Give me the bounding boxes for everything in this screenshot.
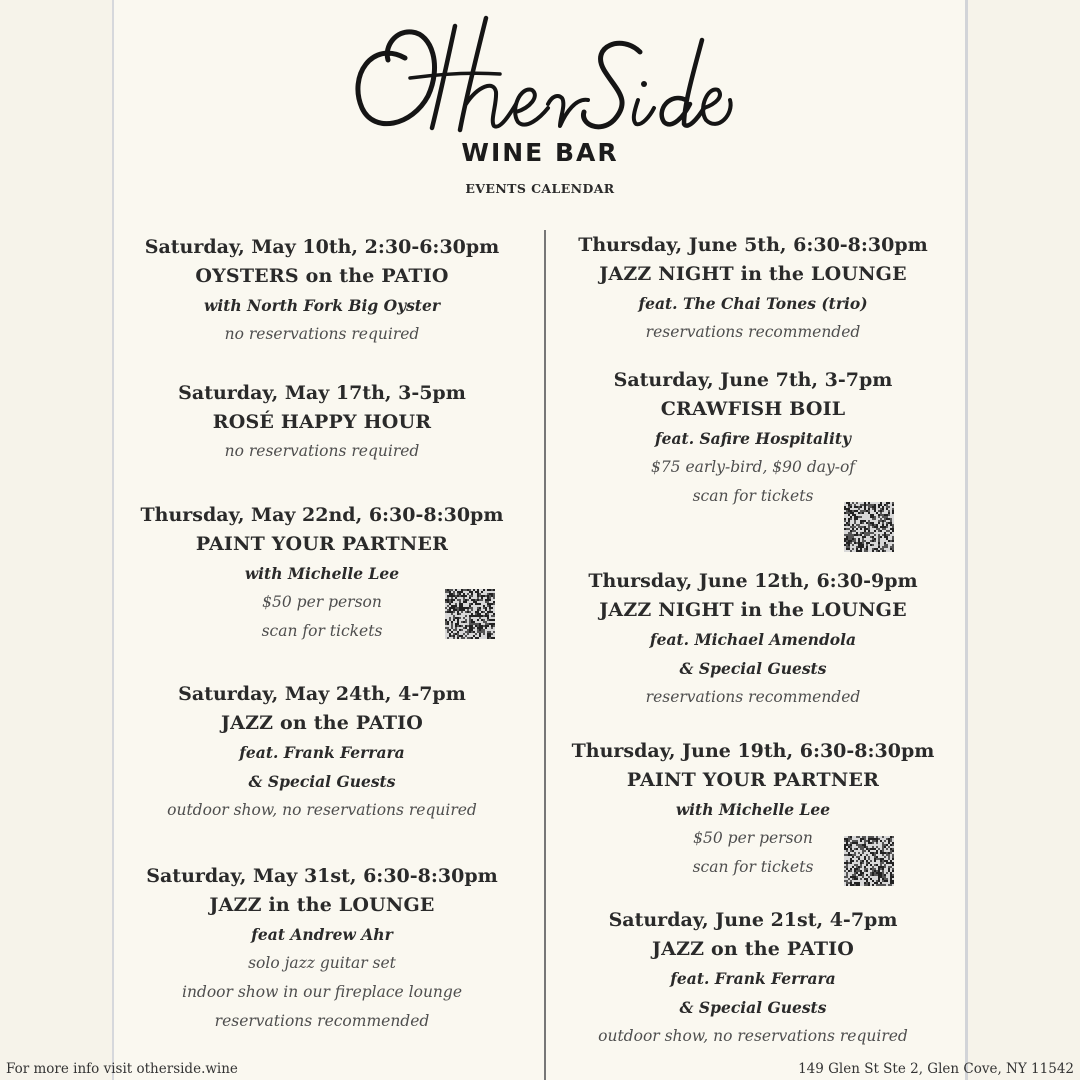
event-title: JAZZ on the PATIO [220,712,424,734]
event-feature: & Special Guests [679,998,827,1017]
event-date: Saturday, May 31st, 6:30-8:30pm [146,865,498,887]
event-date: Saturday, June 7th, 3-7pm [613,369,893,391]
event-date: Thursday, May 22nd, 6:30-8:30pm [140,504,504,526]
event-title: PAINT YOUR PARTNER [195,533,449,555]
event-card-may-10 [92,233,552,349]
event-feature: feat. Safire Hospitality [654,429,852,448]
event-note: reservations recommended [645,323,861,341]
event-title: ROSÉ HAPPY HOUR [212,411,432,433]
event-date: Saturday, June 21st, 4-7pm [608,909,898,931]
event-note: $50 per person [262,593,382,611]
event-card-june-5 [523,231,983,347]
qr-code-paint-your-partner-june[interactable] [844,836,894,886]
event-card-may-17 [92,379,552,466]
event-title: JAZZ on the PATIO [651,938,855,960]
event-feature: feat. The Chai Tones (trio) [638,294,868,313]
event-note: solo jazz guitar set [248,954,396,972]
event-note: no reservations required [224,325,420,343]
event-date: Thursday, June 12th, 6:30-9pm [588,570,918,592]
event-title: OYSTERS on the PATIO [195,265,449,287]
event-date: Saturday, May 24th, 4-7pm [178,683,466,705]
event-feature: with North Fork Big Oyster [204,296,440,315]
event-feature: with Michelle Lee [244,564,400,583]
event-title: CRAWFISH BOIL [660,398,846,420]
wine-bar-wordmark: WINE BAR [461,138,619,167]
event-date: Saturday, May 17th, 3-5pm [178,382,466,404]
qr-code-paint-your-partner-may[interactable] [445,589,495,639]
event-note: outdoor show, no reservations required [598,1027,908,1045]
footer-website: For more info visit otherside.wine [6,1061,238,1077]
event-note: no reservations required [224,442,420,460]
event-note: reservations recommended [645,688,861,706]
event-note: scan for tickets [692,858,814,876]
event-note: $50 per person [693,829,813,847]
event-note: scan for tickets [261,622,383,640]
event-card-june-19 [523,737,983,882]
event-date: Thursday, June 19th, 6:30-8:30pm [571,740,935,762]
event-note: indoor show in our fireplace lounge [181,983,462,1001]
event-card-may-31 [92,862,552,1036]
event-note: $75 early-bird, $90 day-of [650,458,856,476]
event-date: Saturday, May 10th, 2:30-6:30pm [144,236,500,258]
event-note: outdoor show, no reservations required [167,801,477,819]
footer-address: 149 Glen St Ste 2, Glen Cove, NY 11542 [798,1061,1074,1077]
event-feature: feat. Michael Amendola [649,630,857,649]
event-note: reservations recommended [214,1012,430,1030]
event-title: JAZZ NIGHT in the LOUNGE [599,599,907,621]
event-date: Thursday, June 5th, 6:30-8:30pm [578,234,928,256]
event-title: JAZZ NIGHT in the LOUNGE [599,263,907,285]
event-card-june-7 [523,366,983,511]
qr-code-crawfish-boil[interactable] [844,502,894,552]
event-title: PAINT YOUR PARTNER [626,769,880,791]
otherside-logo [0,0,1080,200]
event-feature: feat. Frank Ferrara [670,969,836,988]
event-card-may-24 [92,680,552,825]
event-card-june-12 [523,567,983,712]
event-title: JAZZ in the LOUNGE [209,894,435,916]
event-feature: with Michelle Lee [675,800,831,819]
event-feature: feat. Frank Ferrara [239,743,405,762]
event-feature: feat Andrew Ahr [251,925,393,944]
event-feature: & Special Guests [679,659,827,678]
event-card-june-21 [523,906,983,1051]
event-feature: & Special Guests [248,772,396,791]
event-note: scan for tickets [692,487,814,505]
events-calendar-subtitle: EVENTS CALENDAR [465,181,615,196]
